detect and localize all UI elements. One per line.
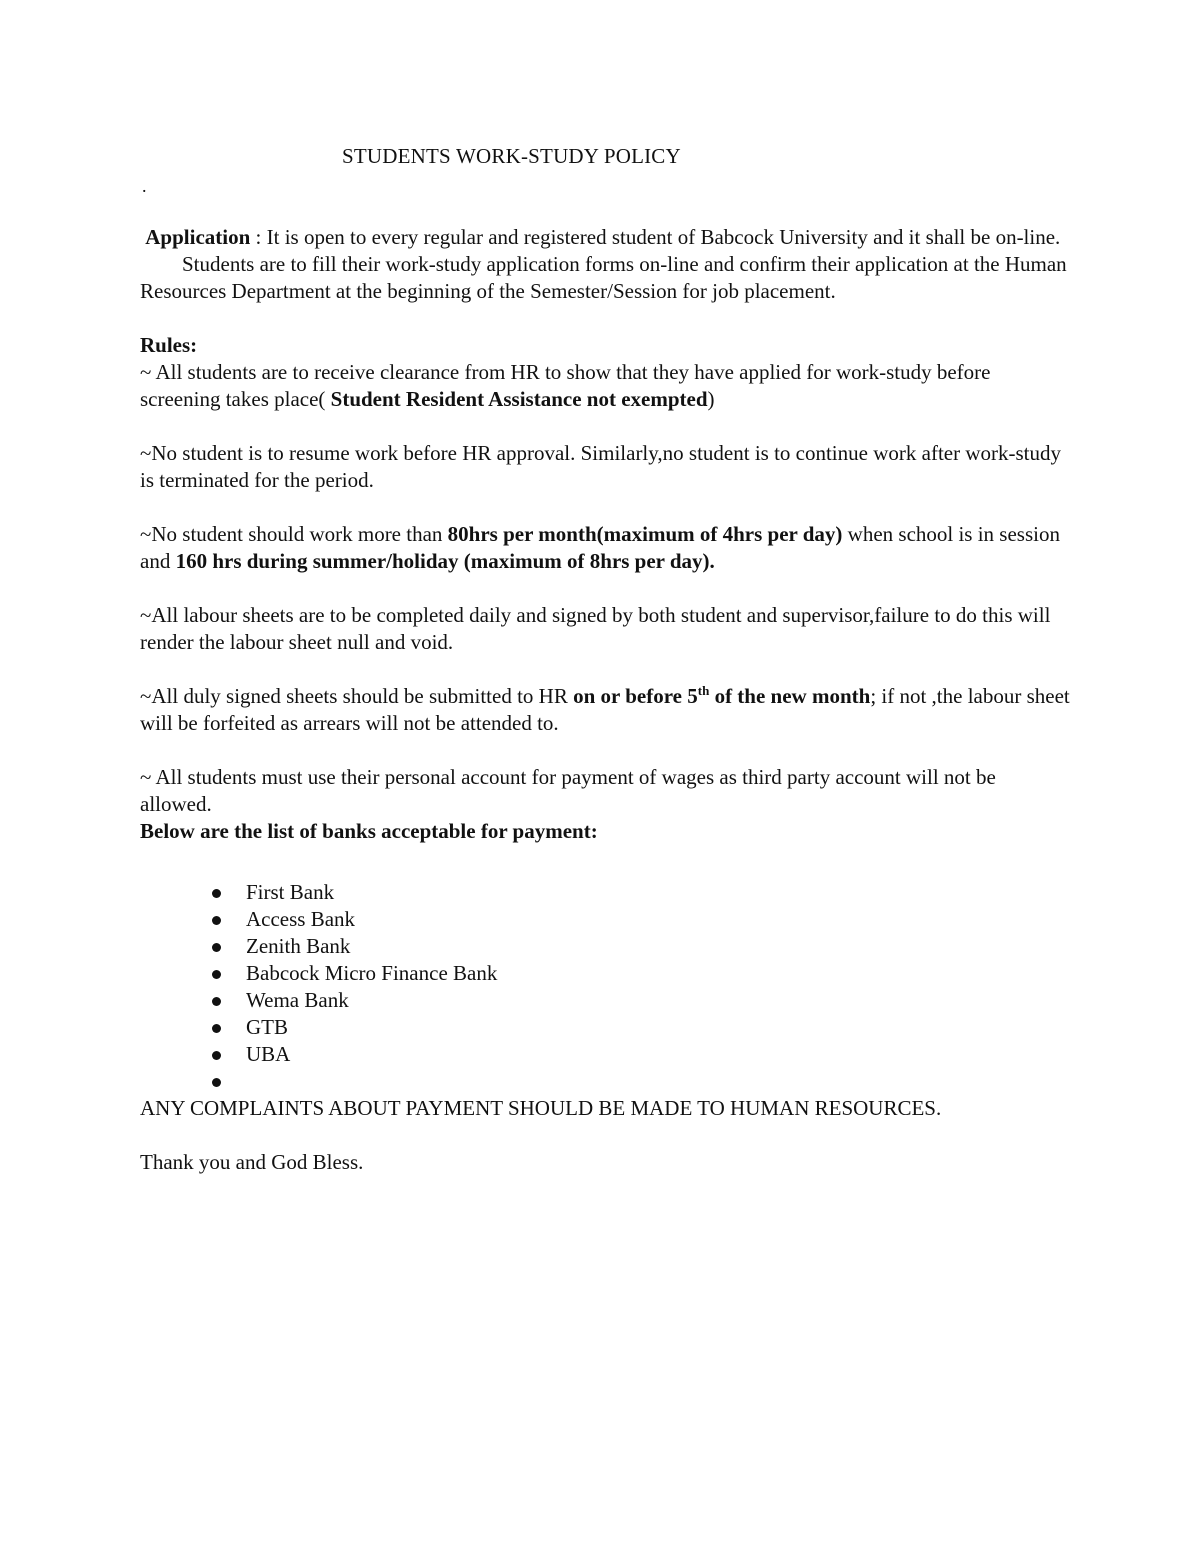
- rule-3: [140, 521, 1070, 575]
- rule-2: ~No student is to resume work before HR approval. Similarly,no student is to continue work after work-study is terminated for the period.: [140, 441, 1061, 492]
- rule-1-text: ~ All students are to receive clearance from HR to show that they have applied for work-study before screening takes place(: [140, 360, 991, 411]
- rule-3-b: 80hrs per month(maximum of 4hrs per day): [447, 522, 843, 546]
- bullet-icon: [212, 997, 221, 1006]
- document-title: STUDENTS WORK-STUDY POLICY: [342, 144, 681, 168]
- stray-dot: .: [142, 176, 147, 196]
- rule-5: [140, 683, 1070, 737]
- rule-5-c: of the new month: [709, 684, 871, 708]
- list-item: [140, 960, 1070, 987]
- application-text: : It is open to every regular and registered student of Babcock University and it shall be on-line.: [250, 225, 1061, 249]
- list-item: [140, 1068, 1070, 1095]
- list-item: [140, 906, 1070, 933]
- bank-list: [140, 879, 1070, 1095]
- rule-3-a: ~No student should work more than: [140, 522, 448, 546]
- banks-heading-text: Below are the list of banks acceptable for payment:: [140, 819, 598, 843]
- rule-5-sup: th: [697, 683, 710, 698]
- bank-name: UBA: [246, 1042, 291, 1066]
- bank-name: Zenith Bank: [246, 934, 351, 958]
- application-indent-paragraph: Students are to fill their work-study application forms on-line and confirm their application at the Human Resources Department at the beginning of the Semester/Session for job placement.: [140, 252, 1067, 303]
- rules-heading-text: Rules:: [140, 333, 198, 357]
- bullet-icon: [212, 943, 221, 952]
- application-paragraph: [140, 224, 1070, 251]
- rule-1-bold: Student Resident Assistance not exempted: [325, 387, 708, 411]
- list-item: [140, 879, 1070, 906]
- rule-1-end: ): [707, 387, 715, 411]
- bank-name: Access Bank: [246, 907, 356, 931]
- rule-5-b: on or before 5: [573, 684, 698, 708]
- bank-name: Babcock Micro Finance Bank: [246, 961, 498, 985]
- bullet-icon: [212, 889, 221, 898]
- complaints-notice: ANY COMPLAINTS ABOUT PAYMENT SHOULD BE MADE TO HUMAN RESOURCES.: [140, 1096, 942, 1120]
- application-label: Application: [145, 225, 251, 249]
- rule-5-a: ~All duly signed sheets should be submitted to HR: [140, 684, 574, 708]
- bullet-icon: [212, 1051, 221, 1060]
- bullet-icon: [212, 1078, 221, 1087]
- closing-line: Thank you and God Bless.: [140, 1150, 364, 1174]
- bank-name: First Bank: [246, 880, 335, 904]
- rules-heading: [140, 332, 1070, 359]
- document-body: [140, 224, 1070, 1176]
- rule-6: ~ All students must use their personal account for payment of wages as third party account will not be allowed.: [140, 765, 996, 816]
- list-item: [140, 933, 1070, 960]
- banks-heading: [140, 818, 1070, 845]
- list-item: [140, 987, 1070, 1014]
- bank-name: Wema Bank: [246, 988, 349, 1012]
- bullet-icon: [212, 916, 221, 925]
- rule-3-c: when school is in session and: [140, 522, 1060, 573]
- rule-5-d: ; if not ,the labour sheet will be forfeited as arrears will not be attended to.: [140, 684, 1070, 735]
- rule-1: [140, 359, 1070, 413]
- list-item: [140, 1014, 1070, 1041]
- list-item: [140, 1041, 1070, 1068]
- rule-3-d: 160 hrs during summer/holiday (maximum of 8hrs per day).: [175, 549, 715, 573]
- rule-4: ~All labour sheets are to be completed daily and signed by both student and supervisor,failure to do this will render the labour sheet null and void.: [140, 603, 1051, 654]
- bank-name: GTB: [246, 1015, 288, 1039]
- bullet-icon: [212, 970, 221, 979]
- bullet-icon: [212, 1024, 221, 1033]
